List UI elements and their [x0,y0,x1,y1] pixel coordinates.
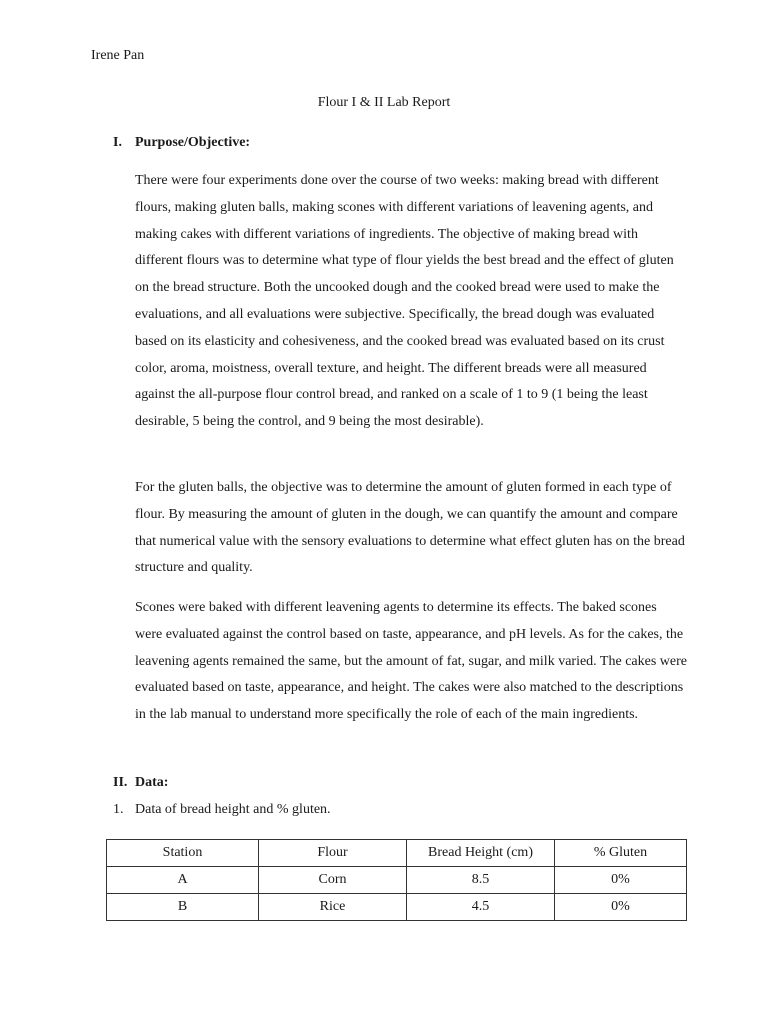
section-title: Data: [135,775,169,790]
section-title: Purpose/Objective: [135,135,251,150]
table-cell: Rice [259,894,407,921]
paragraph-experiments: There were four experiments done over the course of two weeks: making bread with different flours, making gluten balls, making scones with different variations of leavening agents, and making cakes with different variations of ingredients. The objective of making bread with different flours was to determine what type of flour yields the best bread and the effect of gluten on the bread structure. Both the uncooked dough and the cooked bread were used to make the evaluations, and all evaluations were subjective. Specifically, the bread dough was evaluated based on its elasticity and cohesiveness, and the cooked bread was evaluated based on its crust color, aroma, moistness, overall texture, and height. The different breads were all measured against the all-purpose flour control bread, and ranked on a scale of 1 to 9 (1 being the least desirable, 5 being the control, and 9 being the most desirable). [135,173,674,430]
table-cell: 4.5 [407,894,555,921]
table-cell: 0% [555,867,687,894]
table-header-cell: Flour [259,840,407,867]
table-row [107,867,687,894]
document-title: Flour I & II Lab Report [317,95,451,110]
list-number: 1. [113,802,124,817]
list-text: Data of bread height and % gluten. [135,802,331,817]
table-cell: 8.5 [407,867,555,894]
table-header-row [107,840,687,867]
table-header-cell: % Gluten [555,840,687,867]
section-heading-data [113,774,168,792]
paragraph-scones-cakes: Scones were baked with different leavening agents to determine its effects. The baked scones were evaluated against the control based on taste, appearance, and pH levels. As for the cakes, the leavening agents remained the same, but the amount of fat, sugar, and milk varied. The cakes were evaluated based on taste, appearance, and height. The cakes were also matched to the descriptions in the lab manual to understand more specifically the role of each of the main ingredients. [135,600,687,723]
author-name: Irene Pan [91,48,145,63]
table-header-cell: Station [107,840,259,867]
table-cell: B [107,894,259,921]
paragraph-gluten-balls: For the gluten balls, the objective was to determine the amount of gluten formed in each type of flour. By measuring the amount of gluten in the dough, we can quantify the amount and compare that numerical value with the sensory evaluations to determine what effect gluten has on the bread structure and quality. [135,480,685,576]
table-row [107,894,687,921]
table-cell: Corn [259,867,407,894]
table-cell: A [107,867,259,894]
bread-data-table [106,839,687,921]
section-number: I. [113,135,122,150]
data-list-item [113,801,331,819]
table-cell: 0% [555,894,687,921]
section-number: II. [113,775,128,790]
section-heading-purpose [113,134,250,152]
table-header-cell: Bread Height (cm) [407,840,555,867]
